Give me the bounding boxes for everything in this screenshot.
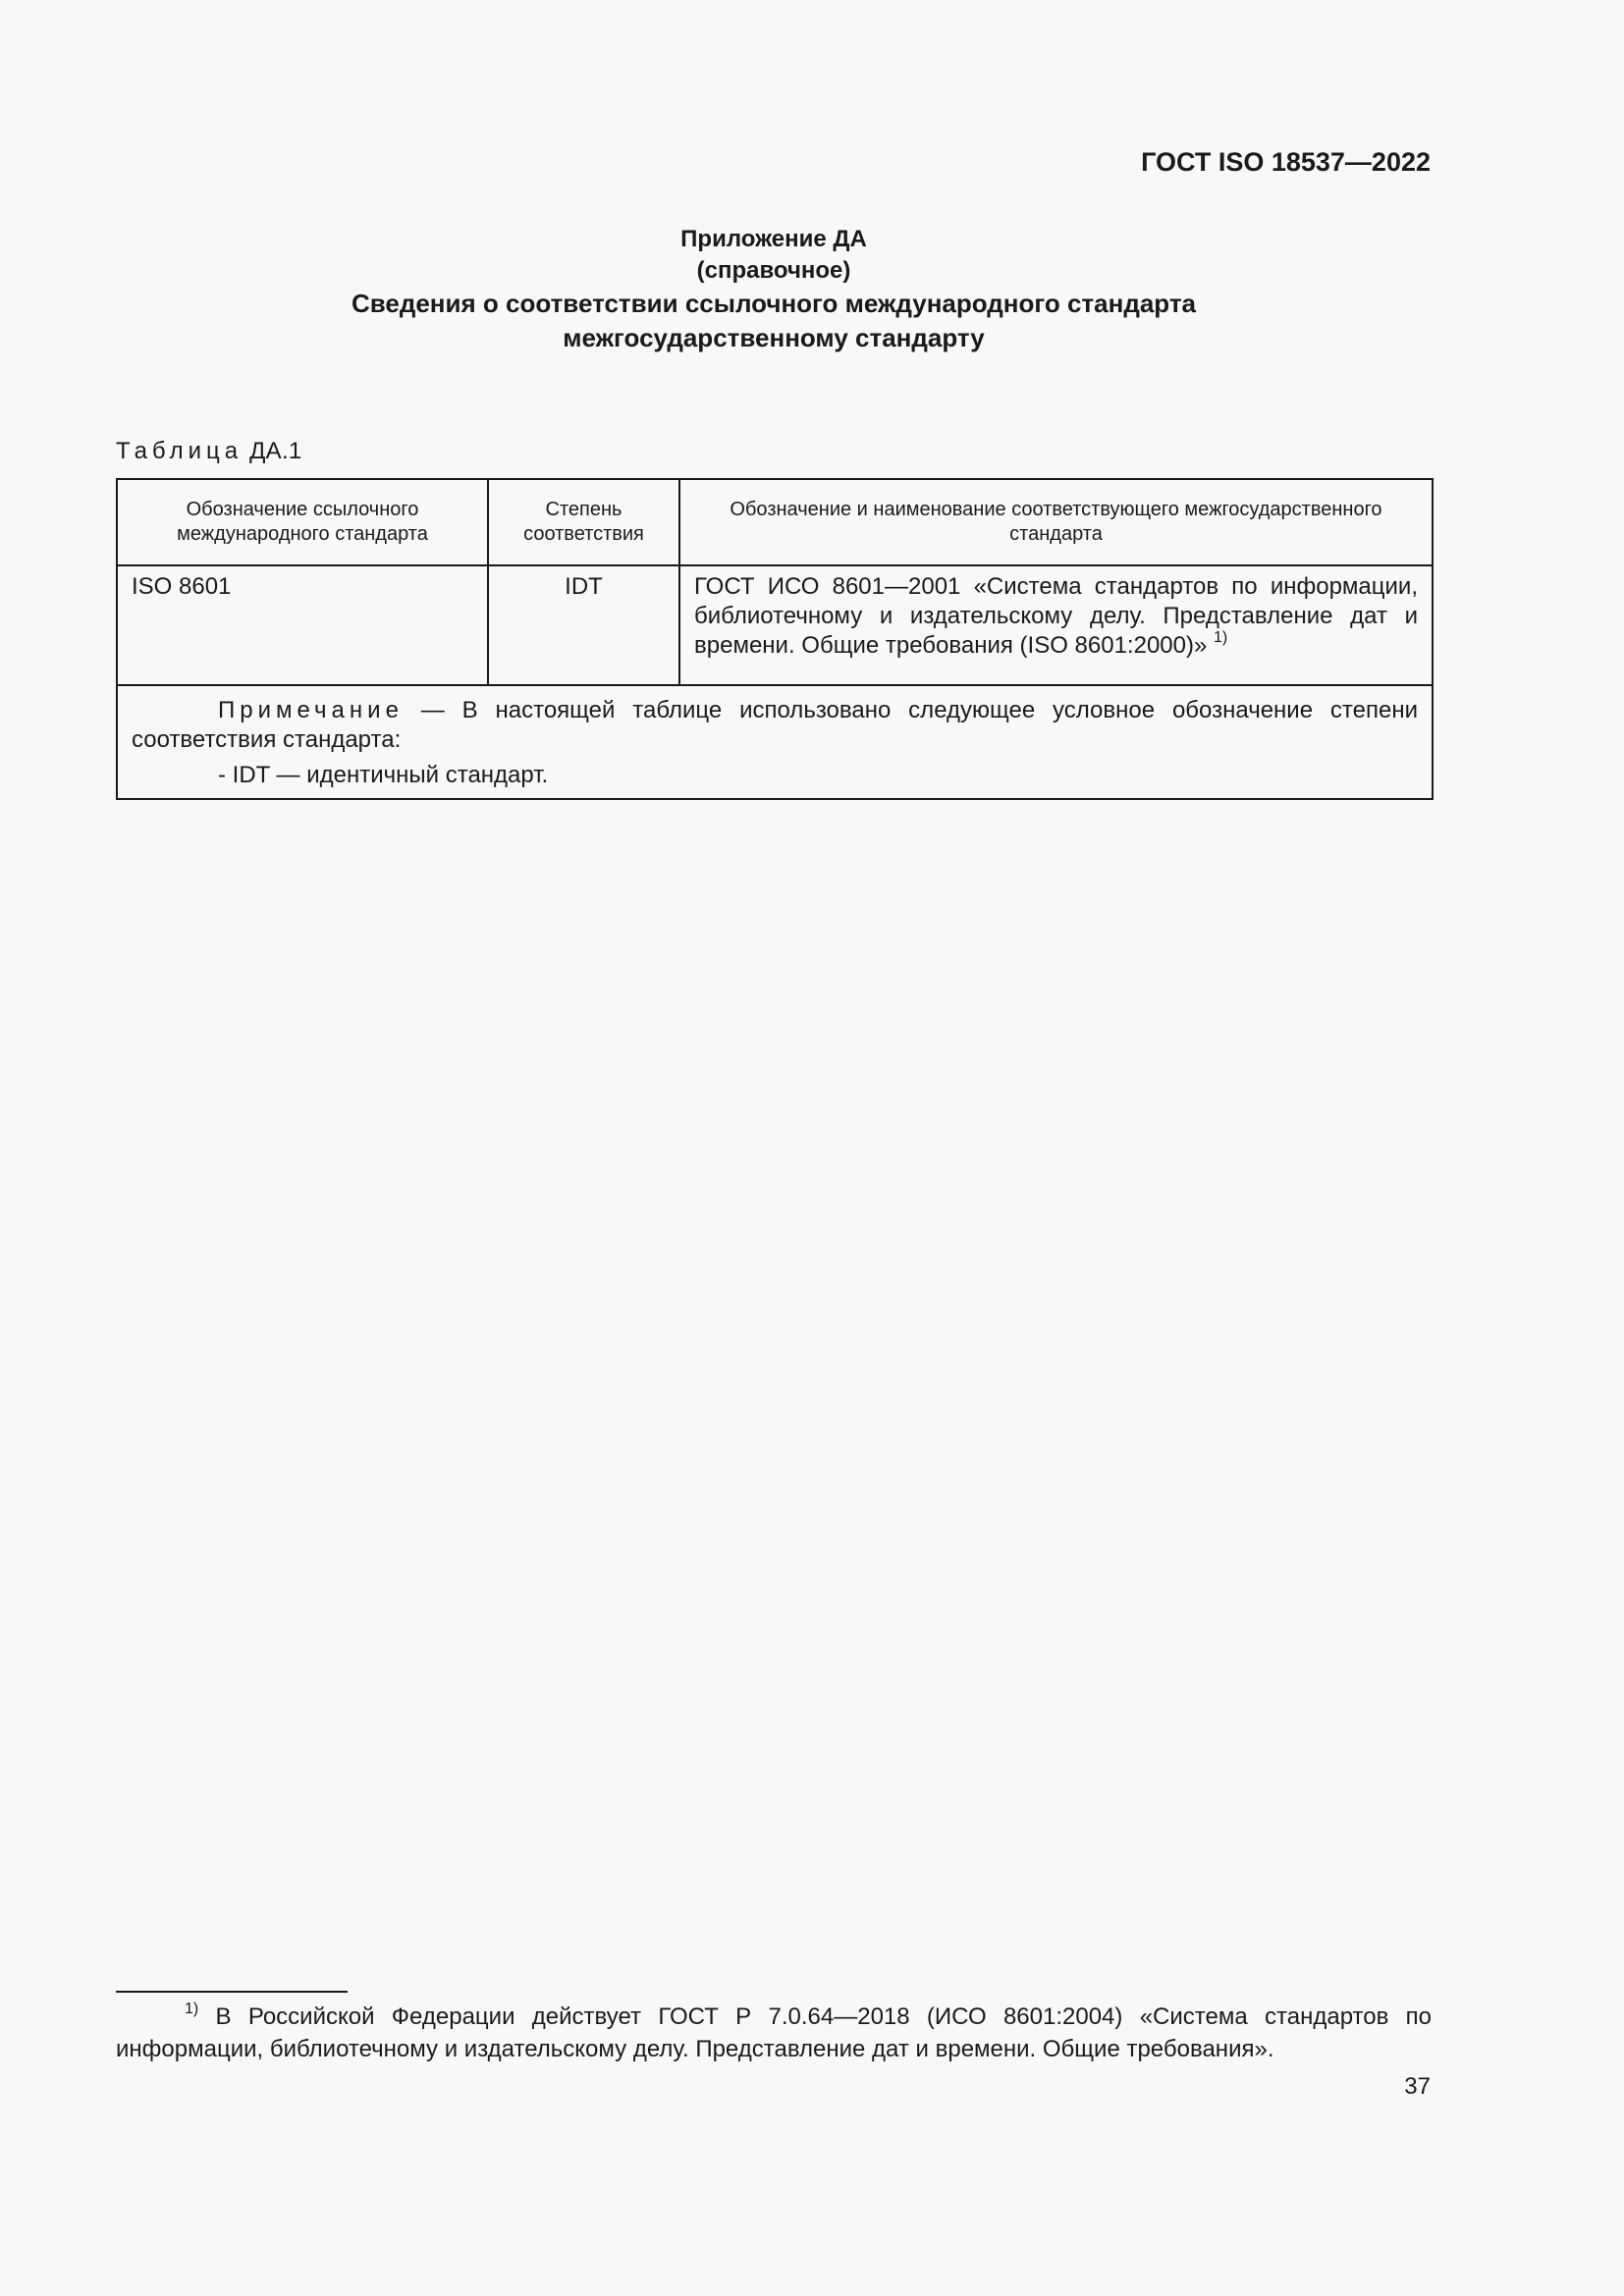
footnote (116, 2001, 1432, 2065)
annex-heading (116, 224, 1432, 355)
header-reference-standard: Обозначение ссылочного международного стандарта (117, 479, 488, 565)
header-correspondence-degree: Степень соответствия (488, 479, 679, 565)
page-number: 37 (1404, 2073, 1431, 2100)
cell-correspondence-degree: IDT (488, 565, 679, 685)
standard-code: ГОСТ ISO 18537—2022 (1141, 147, 1431, 177)
footnote-separator (116, 1991, 348, 1993)
table-note-row (117, 685, 1433, 799)
correspondence-table (116, 478, 1434, 800)
note-label: Примечание (218, 697, 404, 723)
table-row (117, 565, 1433, 685)
table-caption-number: ДА.1 (249, 438, 302, 464)
footnote-text: В Российской Федерации действует ГОСТ Р 7.0.64—2018 (ИСО 8601:2004) «Система стандартов по информации, библиотечному и издательскому делу. Представление дат и времени. Общие требования». (116, 2003, 1432, 2062)
table-caption-word: Таблица (116, 438, 244, 464)
annex-title: Приложение ДА (680, 226, 867, 252)
cell-interstate-standard (679, 565, 1433, 685)
note-text: — В настоящей таблице использовано следующее условное обозначение степени соответствия стандарта: (132, 697, 1418, 753)
note-list-item: - IDT — идентичный стандарт. (218, 762, 549, 788)
cell-reference-standard: ISO 8601 (117, 565, 488, 685)
interstate-standard-text: ГОСТ ИСО 8601—2001 «Система стандартов по информации, библиотечному и издательскому делу. Представление дат и времени. Общие требования (ISO 8601:2000)» (694, 573, 1418, 659)
document-title-line-1: Сведения о соответствии ссылочного международного стандарта (351, 289, 1197, 318)
footnote-reference: 1) (1214, 629, 1228, 646)
table-header-row (117, 479, 1433, 565)
annex-kind: (справочное) (696, 257, 851, 284)
footnote-mark: 1) (185, 2001, 199, 2017)
table-note (117, 685, 1433, 799)
table-caption (116, 437, 302, 466)
header-interstate-standard: Обозначение и наименование соответствующего межгосударственного стандарта (679, 479, 1433, 565)
document-title-line-2: межгосударственному стандарту (563, 323, 985, 352)
note-paragraph (132, 696, 1418, 755)
